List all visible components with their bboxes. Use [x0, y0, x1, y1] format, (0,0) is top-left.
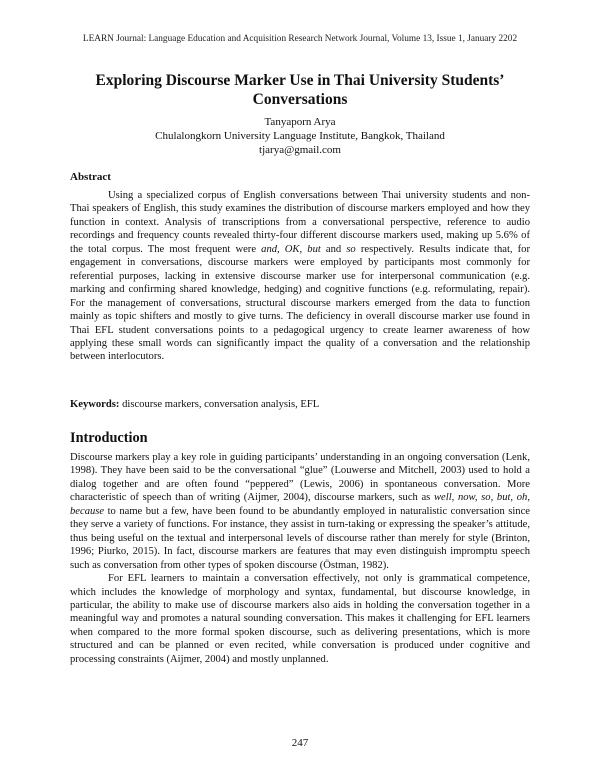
abstract-text-b: and	[320, 243, 347, 255]
abstract-text-a: Using a specialized corpus of English conversations between Thai university students and non-Thai speakers of English, this study examines the distribution of discourse markers employed and how they function in context. Analysis of transcriptions from a conversational perspective, reference to audio recordings and frequency counts revealed thirty-four different discourse markers used, making up 5.6% of the total corpus. The most frequent were	[70, 190, 530, 255]
page-number: 247	[291, 737, 309, 749]
intro-p1-text-b: to name but a few, have been found to be abundantly employed in naturalistic conversation since they serve a variety of functions. For instance, they assist in turn-taking or expressing the speaker’s attitude, thus being useful on the textual and interpersonal levels of discourse rather than merely for style (Brinton, 1996; Piurko, 2015). In fact, discourse markers are features that may even distinguish impromptu speech such as conversation from other types of spoken discourse (Östman, 1982).	[70, 505, 530, 571]
introduction-body	[70, 451, 530, 666]
abstract-text-c: respectively. Results indicate that, for engagement in conversations, discourse markers were employed by participants most commonly for referential purposes, lacking in extensive discourse marker use for interpersonal communication (e.g. marking and confirming shared knowledge, hedging) and cognitive functions (e.g. reformulating, repair). For the management of conversations, structural discourse markers emerged from the data to function mainly as topic shifters and mostly to give turns. The deficiency in overall discourse marker use found in Thai EFL student conversations points to a pedagogical urgency to create learner awareness of how applying these small words can significantly impact the quality of a conversation and the relationship between interlocutors.	[70, 243, 530, 363]
introduction-heading: Introduction	[70, 430, 148, 446]
abstract-paragraph	[70, 189, 530, 364]
keywords-text: discourse markers, conversation analysis, EFL	[119, 399, 320, 410]
running-head: LEARN Journal: Language Education and Acquisition Research Network Journal, Volume 13, Issue 1, January 2202	[82, 34, 518, 44]
author-affiliation: Chulalongkorn University Language Institute, Bangkok, Thailand	[155, 130, 445, 143]
abstract-em-so: so	[346, 243, 356, 255]
author-name: Tanyaporn Arya	[264, 116, 336, 128]
paper-title	[60, 72, 540, 109]
keywords-line	[70, 399, 319, 410]
abstract-heading: Abstract	[70, 171, 111, 183]
abstract-em-but: but	[307, 243, 321, 255]
keywords-label: Keywords:	[70, 399, 120, 410]
abstract-body	[70, 189, 530, 364]
paper-title-line-1: Exploring Discourse Marker Use in Thai University Students’	[95, 72, 505, 89]
author-block	[0, 115, 600, 158]
introduction-paragraph-2: For EFL learners to maintain a conversation effectively, not only is grammatical competence, which includes the knowledge of morphology and syntax, fundamental, but discourse knowledge, in particular, the ability to make use of discourse markers also aids in holding the conversation together in a meaningful way and promotes a natural sounding conversation. This makes it challenging for EFL learners when compared to the more formal spoken discourse, such as delivering presentations, which is more structured and can be planned or even recited, while conversation is produced under cognitive and processing constraints (Aijmer, 2004) and mostly unplanned.	[70, 573, 530, 665]
author-email[interactable]: tjarya@gmail.com	[259, 144, 341, 157]
intro-p1-text-a: Discourse markers play a key role in guiding participants’ understanding in an ongoing conversation (Lenk, 1998). They have been said to be the conversational “glue” (Louwerse and Mitchell, 2003) used to hold a dialog together and are often found “peppered” (Lewis, 2006) in spontaneous conversation. More characteristic of speech than of writing (Aijmer, 2004), discourse markers, such as	[70, 452, 530, 504]
paper-title-line-2: Conversations	[252, 90, 348, 108]
intro-p1-em: well, now, so, but, oh, because	[70, 492, 530, 517]
introduction-paragraph-1	[70, 451, 530, 572]
abstract-em-and-ok: and, OK,	[261, 243, 303, 255]
